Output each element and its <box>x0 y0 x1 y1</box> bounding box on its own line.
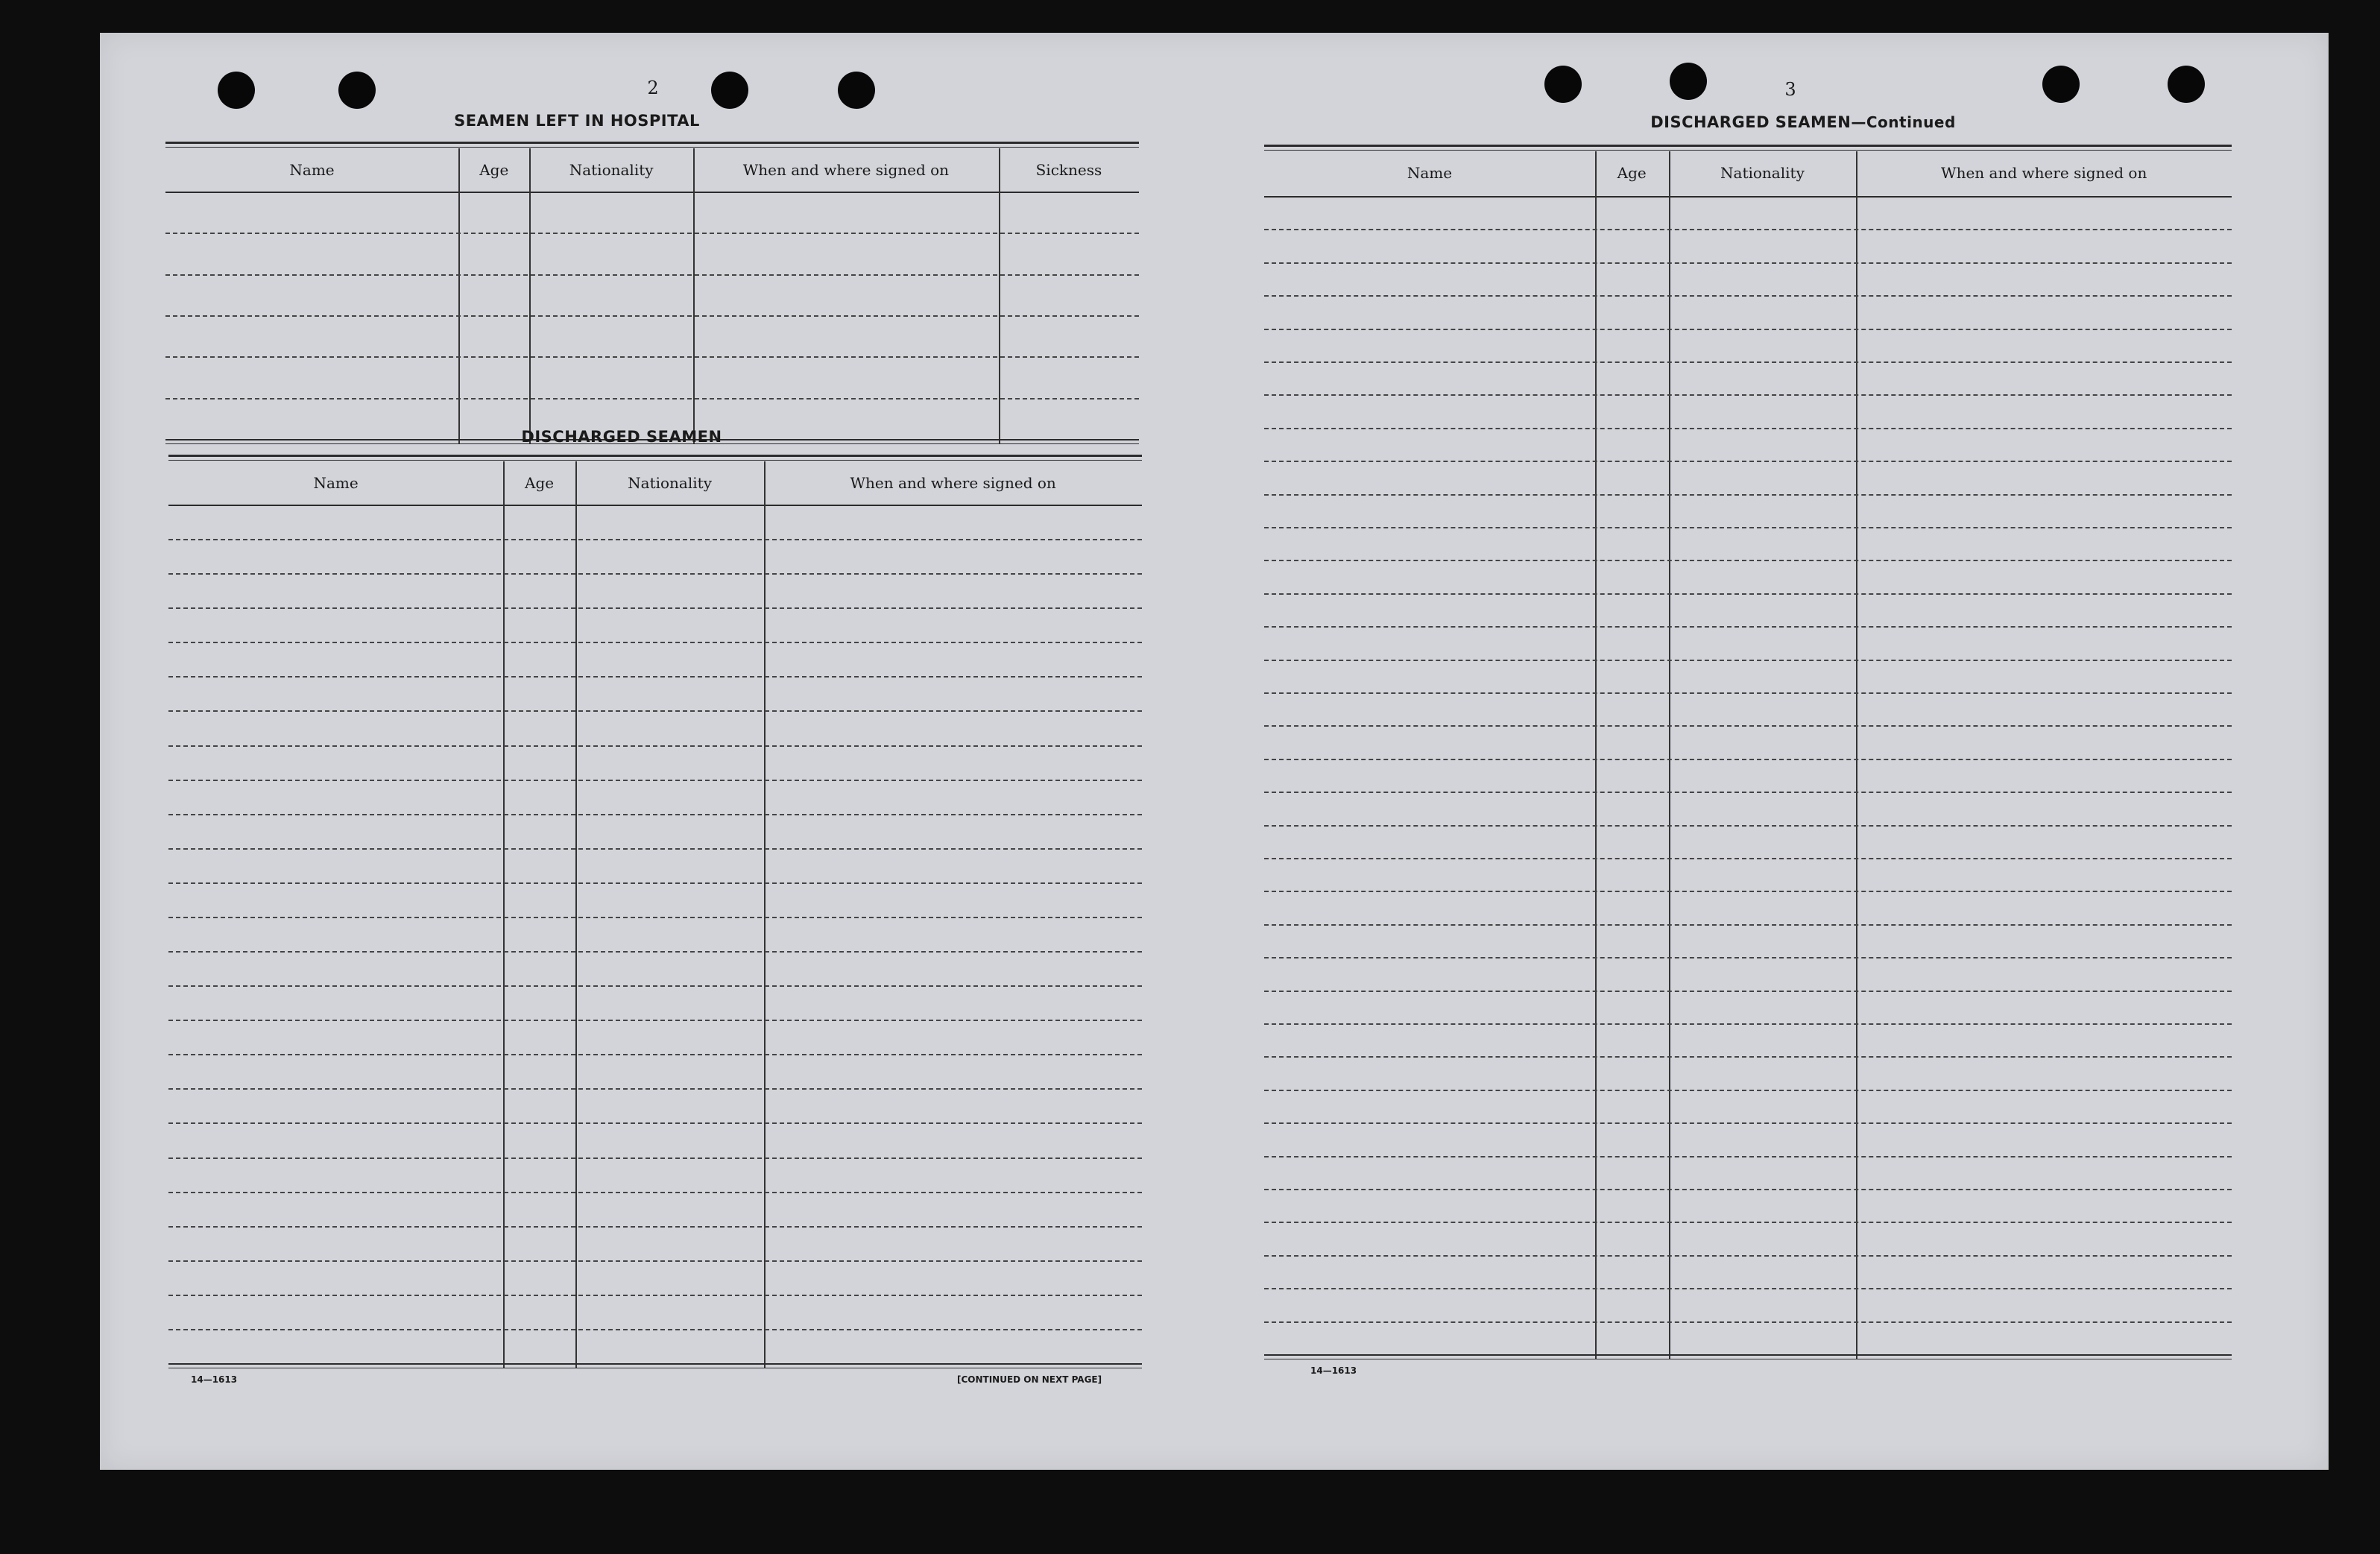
form-sheet <box>100 33 2329 1470</box>
table-row <box>1264 1321 2232 1323</box>
column-header: Name <box>1407 164 1453 182</box>
table-row <box>165 398 1139 399</box>
table-row <box>165 233 1139 234</box>
table-row <box>168 607 1142 609</box>
hospital-section-title: SEAMEN LEFT IN HOSPITAL <box>454 112 700 130</box>
table-row <box>168 1157 1142 1159</box>
table-row <box>1264 1189 2232 1190</box>
column-header: When and where signed on <box>742 161 950 179</box>
table-row <box>1264 1222 2232 1223</box>
column-header: When and where signed on <box>850 474 1056 492</box>
column-header: Sickness <box>1035 161 1102 179</box>
column-divider <box>1669 151 1670 1359</box>
table-row <box>168 1122 1142 1124</box>
table-row <box>1264 527 2232 528</box>
title-main: DISCHARGED SEAMEN <box>1650 113 1852 131</box>
table-row <box>168 985 1142 987</box>
table-row <box>1264 329 2232 330</box>
table-row <box>168 539 1142 540</box>
table-row <box>1264 394 2232 396</box>
table-row <box>168 573 1142 575</box>
page-number: 2 <box>647 78 659 98</box>
table-row <box>1264 461 2232 462</box>
column-divider <box>764 461 766 1368</box>
column-divider <box>503 461 505 1368</box>
column-divider <box>575 461 577 1368</box>
table-row <box>168 882 1142 884</box>
table-row <box>168 1088 1142 1090</box>
table-row <box>1264 361 2232 363</box>
table-row <box>165 274 1139 276</box>
table-row <box>168 1054 1142 1055</box>
bottom-rule <box>168 1363 1142 1368</box>
table-row <box>168 1192 1142 1193</box>
hospital-table <box>165 142 1139 443</box>
table-row <box>168 814 1142 815</box>
table-row <box>165 315 1139 317</box>
table-row <box>1264 891 2232 892</box>
table-row <box>1264 262 2232 264</box>
discharged-continued-title <box>1628 113 1978 131</box>
table-row <box>1264 1090 2232 1091</box>
form-number: 14—1613 <box>191 1374 238 1385</box>
column-header: Nationality <box>569 161 654 179</box>
table-row <box>1264 593 2232 595</box>
table-row <box>1264 626 2232 628</box>
column-header: Age <box>1617 164 1647 182</box>
table-row <box>1264 1122 2232 1124</box>
column-header: Nationality <box>628 474 712 492</box>
table-row <box>168 676 1142 677</box>
table-row <box>1264 1023 2232 1025</box>
header-rule <box>165 192 1139 193</box>
column-divider <box>1595 151 1597 1359</box>
column-header: Age <box>479 161 509 179</box>
table-row <box>1264 1056 2232 1058</box>
table-row <box>1264 229 2232 230</box>
table-row <box>1264 692 2232 694</box>
table-row <box>1264 494 2232 496</box>
table-row <box>1264 991 2232 992</box>
header-rule <box>1264 196 2232 198</box>
table-row <box>168 1020 1142 1021</box>
column-divider <box>1856 151 1857 1359</box>
table-row <box>168 917 1142 918</box>
table-row <box>168 1329 1142 1330</box>
table-row <box>1264 428 2232 429</box>
table-row <box>165 356 1139 358</box>
table-row <box>168 951 1142 953</box>
table-row <box>1264 924 2232 926</box>
table-row <box>168 1295 1142 1296</box>
table-row <box>1264 295 2232 297</box>
table-row <box>1264 792 2232 793</box>
table-row <box>168 710 1142 712</box>
table-row <box>168 780 1142 781</box>
continued-note: [CONTINUED ON NEXT PAGE] <box>957 1374 1102 1385</box>
form-number: 14—1613 <box>1310 1365 1357 1376</box>
table-row <box>1264 660 2232 661</box>
table-row <box>1264 560 2232 561</box>
table-row <box>168 848 1142 850</box>
bottom-rule <box>1264 1354 2232 1359</box>
table-row <box>1264 1255 2232 1257</box>
table-row <box>168 1226 1142 1228</box>
column-header: Name <box>289 161 335 179</box>
table-row <box>1264 759 2232 760</box>
table-row <box>1264 725 2232 727</box>
table-row <box>1264 858 2232 859</box>
discharged-section-title: DISCHARGED SEAMEN <box>521 428 722 446</box>
table-row <box>1264 1156 2232 1157</box>
table-row <box>1264 825 2232 827</box>
page-number: 3 <box>1784 79 1796 100</box>
column-header: Nationality <box>1720 164 1805 182</box>
table-row <box>1264 957 2232 958</box>
table-row <box>168 1260 1142 1262</box>
column-header: Name <box>313 474 359 492</box>
column-header: When and where signed on <box>1941 164 2147 182</box>
table-row <box>168 745 1142 747</box>
header-rule <box>168 505 1142 506</box>
left-page <box>100 33 1203 1470</box>
table-row <box>1264 1288 2232 1289</box>
discharged-continued-table <box>1264 145 2232 1359</box>
title-continued: —Continued <box>1851 113 1956 131</box>
right-page <box>1218 33 2329 1470</box>
column-header: Age <box>525 474 555 492</box>
discharged-table <box>168 455 1142 1368</box>
table-row <box>168 642 1142 643</box>
